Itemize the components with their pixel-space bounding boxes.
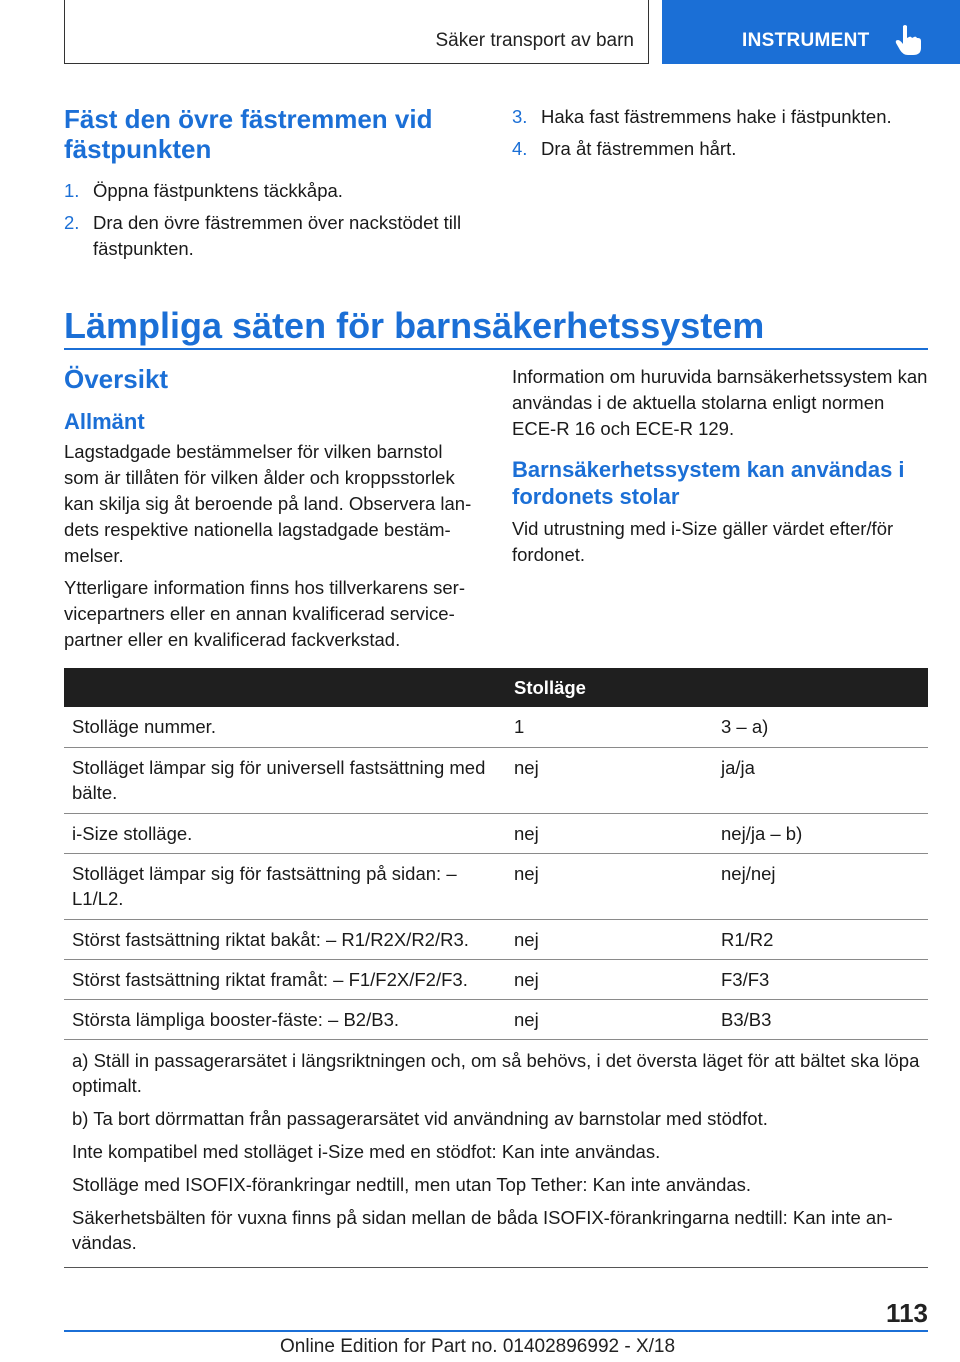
- table-note: b) Ta bort dörrmattan från passagerarsätet vid användning av barnstolar med stödfot.: [72, 1107, 768, 1129]
- table-cell-label: Stolläget lämpar sig för universell fastsättning med bälte.: [64, 747, 506, 813]
- overview-heading: Översikt: [64, 364, 169, 394]
- table-cell-label: Störst fastsättning riktat framåt: – F1/F2X/F2/F3.: [64, 959, 506, 999]
- header-section-box: [64, 0, 649, 64]
- table-row: [64, 853, 928, 919]
- general-heading: Allmänt: [64, 409, 145, 434]
- table-row: [64, 999, 928, 1039]
- table-cell-label: Största lämpliga booster-fäste: – B2/B3.: [64, 999, 506, 1039]
- table-cell-value: 3 – a): [713, 707, 928, 747]
- table-row: [64, 959, 928, 999]
- isize-paragraph: Vid utrustning med i-Size gäller värdet efter/för fordonet.: [512, 518, 894, 565]
- table-cell-value: B3/B3: [713, 999, 928, 1039]
- table-header-title: Stolläge: [506, 668, 928, 707]
- table-cell-value: nej: [506, 853, 713, 919]
- title-divider: [64, 348, 928, 350]
- step-number: 1.: [64, 180, 80, 201]
- service-paragraph: Ytterligare information finns hos tillverkarens ser-vicepartners eller en annan kvalificerad service-partner eller en kvalificerad fackverkstad.: [64, 577, 465, 650]
- table-header-empty: [64, 668, 506, 707]
- table-cell-label: i-Size stolläge.: [64, 813, 506, 853]
- step-number: 4.: [512, 138, 528, 159]
- header-chapter-label: INSTRUMENT: [742, 30, 870, 51]
- table-cell-label: Störst fastsättning riktat bakåt: – R1/R2X/R2/R3.: [64, 919, 506, 959]
- table-cell-value: nej: [506, 959, 713, 999]
- table-cell-value: 1: [506, 707, 713, 747]
- step-number: 3.: [512, 106, 528, 127]
- table-note: Inte kompatibel med stolläget i-Size med en stödfot: Kan inte användas.: [72, 1140, 661, 1162]
- table-header-row: [64, 668, 928, 707]
- table-notes: [64, 1039, 928, 1267]
- table-cell-value: nej/ja – b): [713, 813, 928, 853]
- table-cell-value: nej: [506, 919, 713, 959]
- table-cell-value: nej: [506, 813, 713, 853]
- overview-column: [64, 364, 478, 653]
- table-cell-value: nej: [506, 747, 713, 813]
- header-chapter-tab[interactable]: [662, 0, 960, 64]
- step-item: [512, 104, 928, 130]
- pointing-hand-icon: [894, 24, 922, 56]
- table-cell-label: Stolläget lämpar sig för fastsättning på sidan: – L1/L2.: [64, 853, 506, 919]
- table-row: [64, 707, 928, 747]
- page-number: 113: [886, 1298, 928, 1328]
- table-cell-value: R1/R2: [713, 919, 928, 959]
- table-note: Stolläge med ISOFIX-förankringar nedtill, men utan Top Tether: Kan inte användas.: [72, 1173, 752, 1195]
- step-item: [64, 178, 478, 204]
- header-section-title: Säker transport av barn: [435, 30, 634, 51]
- table-cell-value: F3/F3: [713, 959, 928, 999]
- top-left-column: [64, 104, 478, 268]
- step-text: Haka fast fästremmens hake i fästpunkten.: [541, 106, 892, 127]
- table-note: a) Ställ in passagerarsätet i längsriktningen och, om så behövs, i det översta läget för att bältet ska löpa optimalt.: [72, 1049, 920, 1096]
- seat-position-table: [64, 668, 928, 1268]
- table-row: [64, 747, 928, 813]
- step-item: [64, 210, 478, 262]
- table-cell-label: Stolläge nummer.: [64, 707, 506, 747]
- attach-strap-heading: Fäst den övre fästremmen vid fästpunkten: [64, 104, 433, 164]
- usable-heading: Barnsäkerhetssystem kan användas i fordonets stolar: [512, 457, 905, 509]
- step-text: Dra den övre fästremmen över nackstödet till fästpunkten.: [93, 212, 462, 259]
- table-notes-row: [64, 1039, 928, 1267]
- table-cell-value: ja/ja: [713, 747, 928, 813]
- step-item: [512, 136, 928, 162]
- top-right-column: [512, 104, 928, 168]
- step-number: 2.: [64, 212, 80, 233]
- step-text: Dra åt fästremmen hårt.: [541, 138, 737, 159]
- table-cell-value: nej/nej: [713, 853, 928, 919]
- step-text: Öppna fästpunktens täckkåpa.: [93, 180, 343, 201]
- table-row: [64, 919, 928, 959]
- page-title: Lämpliga säten för barnsäkerhetssystem: [64, 305, 765, 346]
- footer-divider: [64, 1330, 928, 1332]
- norm-paragraph: Information om huruvida barnsäkerhetssystem kan användas i de aktuella stolarna enligt normen ECE-R 16 och ECE-R 129.: [512, 366, 928, 439]
- table-note: Säkerhetsbälten för vuxna finns på sidan mellan de båda ISOFIX-förankringarna nedtill: Kan inte an-vändas.: [72, 1206, 893, 1253]
- footer-edition: Online Edition for Part no. 01402896992 - X/18: [280, 1336, 676, 1357]
- general-paragraph: Lagstadgade bestämmelser för vilken barnstol som är tillåten för vilken ålder och kroppsstorlek kan skilja sig åt beroende på land. Observera lan-dets respektive nationella lagstadgade bestäm-melser.: [64, 441, 472, 566]
- table-cell-value: nej: [506, 999, 713, 1039]
- table-row: [64, 813, 928, 853]
- info-column: [512, 364, 928, 568]
